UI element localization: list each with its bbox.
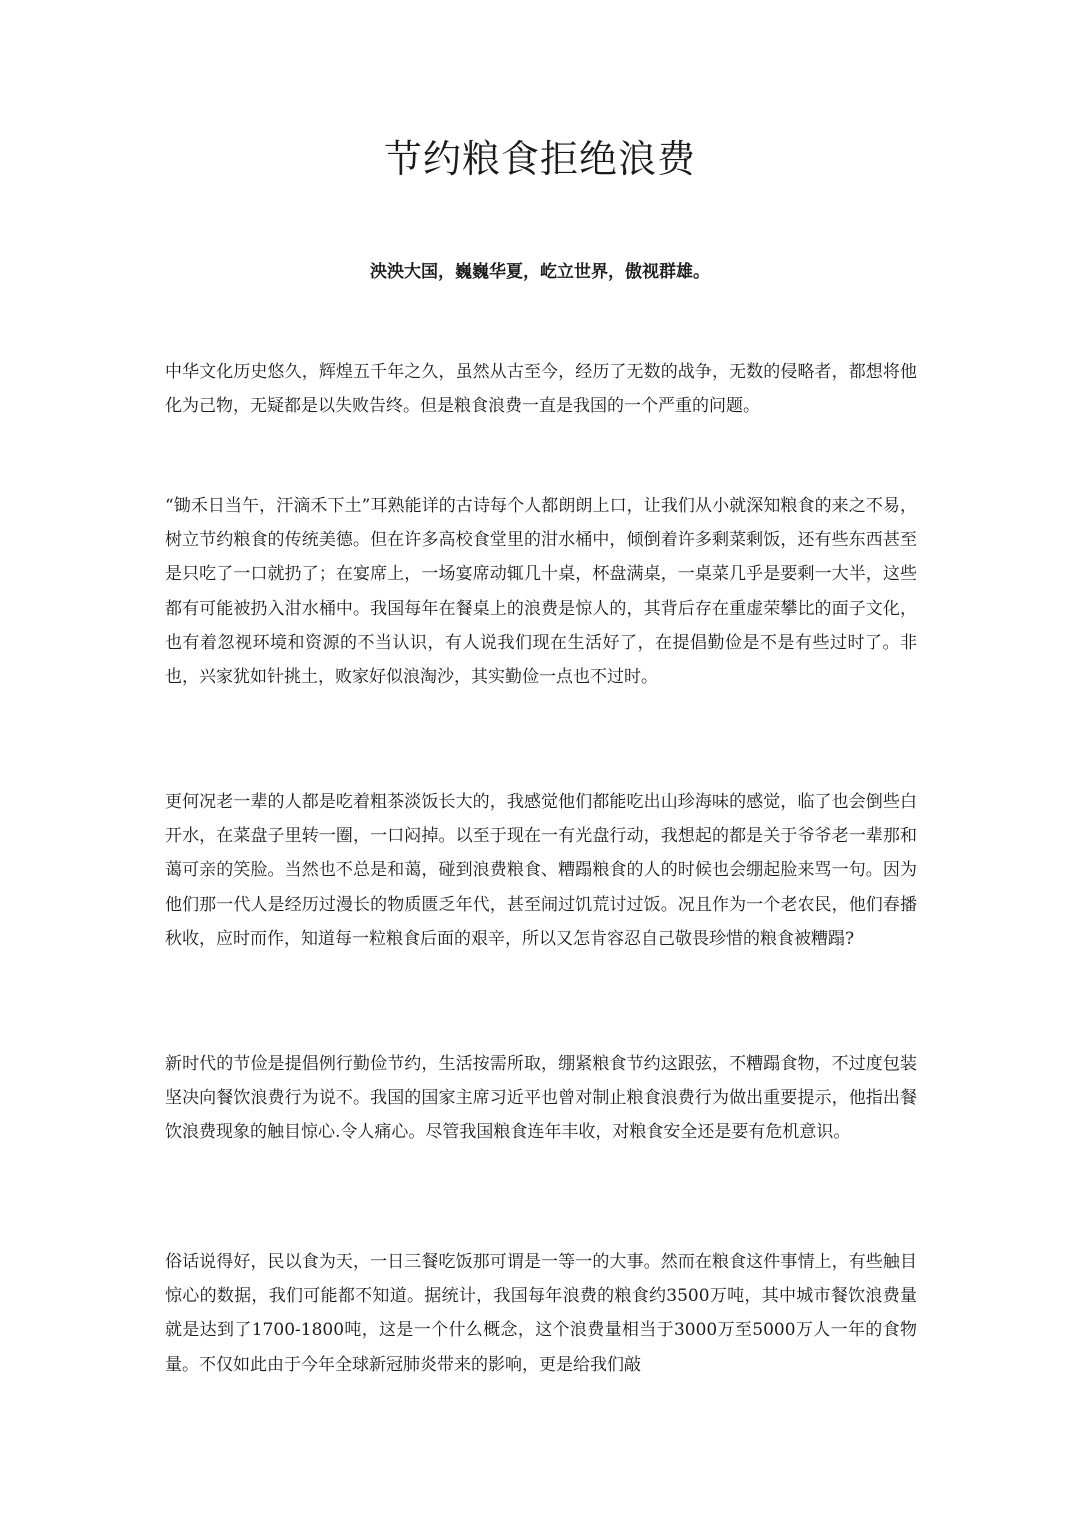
paragraph-3: 更何况老一辈的人都是吃着粗茶淡饭长大的，我感觉他们都能吃出山珍海味的感觉，临了也会倒些白开水，在菜盘子里转一圈，一口闷掉。以至于现在一有光盘行动，我想起的都是关于爷爷老一辈那和蔼可亲的笑脸。当然也不总是和蔼，碰到浪费粮食、糟蹋粮食的人的时候也会绷起脸来骂一句。因为他们那一代人是经历过漫长的物质匮乏年代，甚至闹过饥荒讨过饭。况且作为一个老农民，他们春播秋收，应时而作，知道每一粒粮食后面的艰辛，所以又怎肯容忍自己敬畏珍惜的粮食被糟蹋? xyxy=(165,792,917,949)
paragraph-5: 俗话说得好，民以食为天，一日三餐吃饭那可谓是一等一的大事。然而在粮食这件事情上，有些触目惊心的数据，我们可能都不知道。据统计，我国每年浪费的粮食约3500万吨，其中城市餐饮浪费量就是达到了1700-1800吨，这是一个什么概念，这个浪费量相当于3000万至5000万人一年的食物量。不仅如此由于今年全球新冠肺炎带来的影响，更是给我们敲 xyxy=(165,1252,917,1375)
paragraph-1: 中华文化历史悠久，辉煌五千年之久，虽然从古至今，经历了无数的战争，无数的侵略者，都想将他化为己物，无疑都是以失败告终。但是粮食浪费一直是我国的一个严重的问题。 xyxy=(165,362,917,417)
paragraph-2: “锄禾日当午，汗滴禾下土”耳熟能详的古诗每个人都朗朗上口，让我们从小就深知粮食的来之不易，树立节约粮食的传统美德。但在许多高校食堂里的泔水桶中，倾倒着许多剩菜剩饭，还有些东西甚至是只吃了一口就扔了；在宴席上，一场宴席动辄几十桌，杯盘满桌，一桌菜几乎是要剩一大半，这些都有可能被扔入泔水桶中。我国每年在餐桌上的浪费是惊人的，其背后存在重虚荣攀比的面子文化，也有着忽视环境和资源的不当认识，有人说我们现在生活好了，在提倡勤俭是不是有些过时了。非也，兴家犹如针挑土，败家好似浪淘沙，其实勤俭一点也不过时。 xyxy=(165,496,917,688)
document-subtitle: 泱泱大国，巍巍华夏，屹立世界，傲视群雄。 xyxy=(370,262,710,282)
paragraph-4: 新时代的节俭是提倡例行勤俭节约，生活按需所取，绷紧粮食节约这跟弦，不糟蹋食物，不过度包装坚决向餐饮浪费行为说不。我国的国家主席习近平也曾对制止粮食浪费行为做出重要提示，他指出餐饮浪费现象的触目惊心.令人痛心。尽管我国粮食连年丰收，对粮食安全还是要有危机意识。 xyxy=(165,1054,917,1143)
document-title: 节约粮食拒绝浪费 xyxy=(383,137,696,181)
